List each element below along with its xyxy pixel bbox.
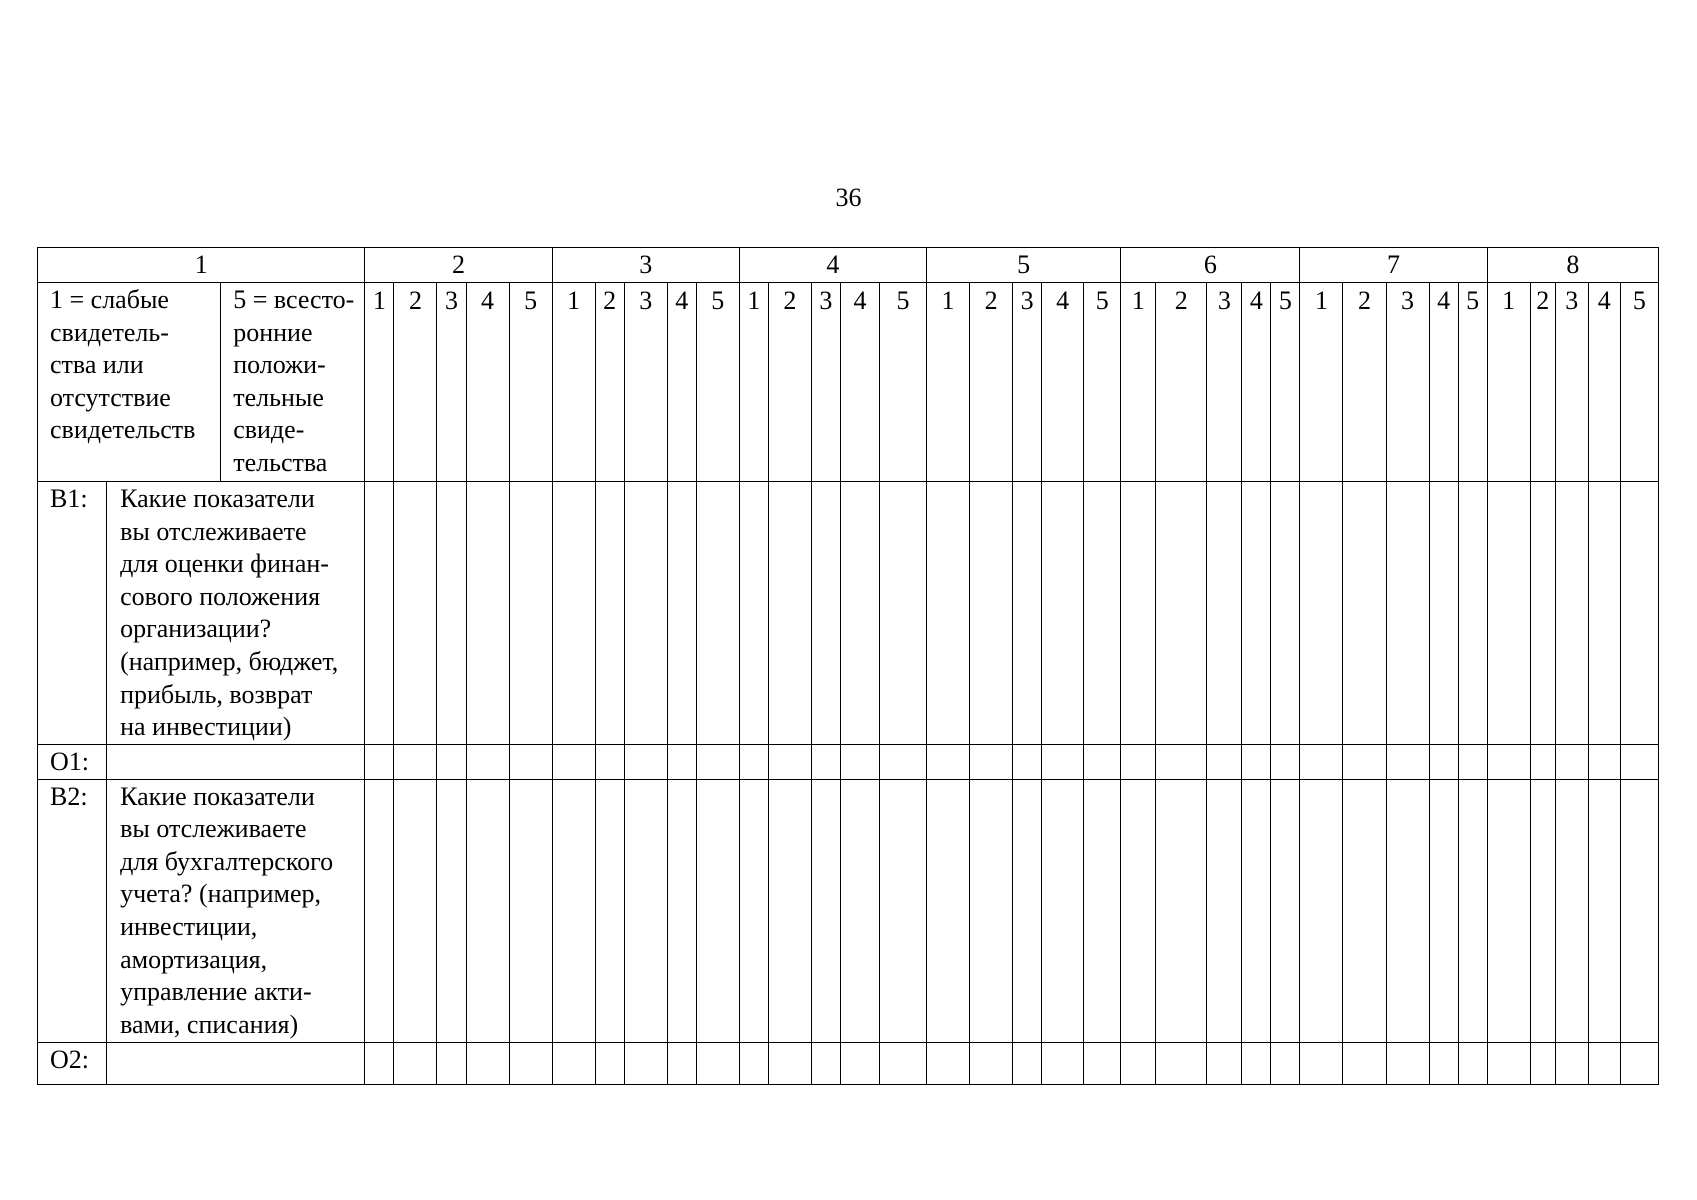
scale-number: 1 <box>739 283 768 482</box>
rating-cell[interactable] <box>1530 779 1555 1042</box>
page-number: 36 <box>835 183 862 212</box>
question-id: В1: <box>38 482 107 745</box>
rating-cell[interactable] <box>1588 745 1620 780</box>
rating-cell[interactable] <box>696 779 739 1042</box>
rating-cell[interactable] <box>509 745 552 780</box>
scale-row <box>38 283 1659 482</box>
rating-cell[interactable] <box>696 482 739 745</box>
rating-cell[interactable] <box>1042 745 1084 780</box>
rating-cell[interactable] <box>1588 1042 1620 1084</box>
answer-text <box>107 1042 365 1084</box>
scale-number: 2 <box>1156 283 1207 482</box>
group-header-row <box>38 248 1659 283</box>
scale-number: 1 <box>1121 283 1156 482</box>
rating-cell[interactable] <box>696 1042 739 1084</box>
scale-number: 4 <box>466 283 509 482</box>
rating-cell[interactable] <box>1588 779 1620 1042</box>
rating-cell[interactable] <box>879 482 926 745</box>
rating-cell[interactable] <box>1429 1042 1458 1084</box>
rating-cell[interactable] <box>840 745 879 780</box>
rating-cell[interactable] <box>552 1042 595 1084</box>
rating-cell[interactable] <box>552 745 595 780</box>
rating-cell[interactable] <box>1242 1042 1271 1084</box>
rating-cell[interactable] <box>1343 1042 1386 1084</box>
rating-cell[interactable] <box>1386 745 1429 780</box>
rating-cell[interactable] <box>970 779 1013 1042</box>
scale-number: 1 <box>1487 283 1530 482</box>
rating-cell[interactable] <box>437 1042 466 1084</box>
rating-cell[interactable] <box>811 482 840 745</box>
scale-number: 3 <box>1386 283 1429 482</box>
rating-cell[interactable] <box>739 745 768 780</box>
group-header: 4 <box>739 248 926 283</box>
rating-cell[interactable] <box>1042 482 1084 745</box>
rating-cell[interactable] <box>667 482 696 745</box>
rating-cell[interactable] <box>1271 779 1300 1042</box>
rating-cell[interactable] <box>1620 745 1658 780</box>
rating-cell[interactable] <box>1343 745 1386 780</box>
scale-number: 2 <box>595 283 624 482</box>
rating-cell[interactable] <box>768 1042 811 1084</box>
scale-number: 1 <box>365 283 394 482</box>
rating-cell[interactable] <box>394 482 437 745</box>
rating-cell[interactable] <box>1458 482 1487 745</box>
rating-cell[interactable] <box>1343 779 1386 1042</box>
answer-id: О1: <box>38 745 107 780</box>
rating-cell[interactable] <box>1271 1042 1300 1084</box>
rating-cell[interactable] <box>624 482 667 745</box>
question-text: Какие показатели вы отслеживаете для оценки финан- сового положения организации? (например, бюджет, прибыль, возврат на инвестиции) <box>107 482 365 745</box>
rating-cell[interactable] <box>1271 482 1300 745</box>
rating-cell[interactable] <box>1620 482 1658 745</box>
rating-cell[interactable] <box>1555 1042 1588 1084</box>
rating-cell[interactable] <box>1121 745 1156 780</box>
scale-low-label: 1 = слабые свидетель- ства или отсутствие свидетельств <box>38 283 221 482</box>
rating-cell[interactable] <box>1458 1042 1487 1084</box>
rating-cell[interactable] <box>1458 779 1487 1042</box>
scale-number: 1 <box>552 283 595 482</box>
scale-number: 5 <box>509 283 552 482</box>
scale-number: 2 <box>768 283 811 482</box>
rating-cell[interactable] <box>394 779 437 1042</box>
scale-number: 4 <box>840 283 879 482</box>
group-header: 3 <box>552 248 739 283</box>
question-text: Какие показатели вы отслеживаете для бухгалтерского учета? (например, инвестиции, амортизация, управление акти- вами, списания) <box>107 779 365 1042</box>
rating-cell[interactable] <box>1555 482 1588 745</box>
rating-cell[interactable] <box>1530 745 1555 780</box>
rating-cell[interactable] <box>1300 745 1343 780</box>
rating-cell[interactable] <box>1300 779 1343 1042</box>
rating-cell[interactable] <box>768 779 811 1042</box>
scale-number: 5 <box>696 283 739 482</box>
rating-cell[interactable] <box>927 1042 970 1084</box>
rating-cell[interactable] <box>437 779 466 1042</box>
rating-cell[interactable] <box>739 482 768 745</box>
rating-cell[interactable] <box>1555 745 1588 780</box>
rating-cell[interactable] <box>1300 1042 1343 1084</box>
rating-cell[interactable] <box>1156 779 1207 1042</box>
rating-cell[interactable] <box>811 1042 840 1084</box>
rating-cell[interactable] <box>1207 1042 1242 1084</box>
rating-cell[interactable] <box>1487 1042 1530 1084</box>
rating-cell[interactable] <box>624 1042 667 1084</box>
rating-cell[interactable] <box>1429 779 1458 1042</box>
rating-cell[interactable] <box>1084 779 1121 1042</box>
rating-cell[interactable] <box>811 745 840 780</box>
group-header: 2 <box>365 248 552 283</box>
rating-cell[interactable] <box>1300 482 1343 745</box>
scale-number: 2 <box>1530 283 1555 482</box>
rating-cell[interactable] <box>365 779 394 1042</box>
rating-cell[interactable] <box>970 1042 1013 1084</box>
scale-high-label: 5 = всесто- ронние положи- тельные свиде- тельства <box>221 283 365 482</box>
scale-number: 5 <box>1084 283 1121 482</box>
scale-number: 4 <box>1042 283 1084 482</box>
scale-number: 2 <box>394 283 437 482</box>
rating-cell[interactable] <box>466 779 509 1042</box>
rating-cell[interactable] <box>624 745 667 780</box>
rating-cell[interactable] <box>879 745 926 780</box>
rating-cell[interactable] <box>1013 482 1042 745</box>
rating-cell[interactable] <box>595 1042 624 1084</box>
scale-number: 4 <box>667 283 696 482</box>
rating-cell[interactable] <box>840 482 879 745</box>
answer-id: О2: <box>38 1042 107 1084</box>
rating-cell[interactable] <box>466 745 509 780</box>
rating-cell[interactable] <box>509 779 552 1042</box>
rating-cell[interactable] <box>1013 779 1042 1042</box>
question-id: В2: <box>38 779 107 1042</box>
rating-cell[interactable] <box>1530 1042 1555 1084</box>
rating-cell[interactable] <box>509 1042 552 1084</box>
scale-number: 3 <box>1555 283 1588 482</box>
rating-cell[interactable] <box>365 745 394 780</box>
scale-number: 2 <box>970 283 1013 482</box>
rating-cell[interactable] <box>1555 779 1588 1042</box>
rating-cell[interactable] <box>840 779 879 1042</box>
rating-cell[interactable] <box>1386 779 1429 1042</box>
rating-cell[interactable] <box>1487 745 1530 780</box>
rating-cell[interactable] <box>1207 482 1242 745</box>
scale-number: 3 <box>624 283 667 482</box>
answer-row <box>38 745 1659 780</box>
scale-number: 3 <box>811 283 840 482</box>
rating-cell[interactable] <box>1013 745 1042 780</box>
rating-cell[interactable] <box>1588 482 1620 745</box>
rating-cell[interactable] <box>970 745 1013 780</box>
rating-cell[interactable] <box>970 482 1013 745</box>
rating-cell[interactable] <box>552 482 595 745</box>
rating-cell[interactable] <box>927 779 970 1042</box>
scale-number: 3 <box>1207 283 1242 482</box>
rating-cell[interactable] <box>1121 779 1156 1042</box>
rating-cell[interactable] <box>394 1042 437 1084</box>
rating-cell[interactable] <box>466 482 509 745</box>
rating-cell[interactable] <box>1084 482 1121 745</box>
scale-number: 1 <box>927 283 970 482</box>
rating-cell[interactable] <box>768 482 811 745</box>
rating-cell[interactable] <box>667 779 696 1042</box>
scale-number: 5 <box>879 283 926 482</box>
scale-number: 4 <box>1429 283 1458 482</box>
rating-cell[interactable] <box>1042 1042 1084 1084</box>
rating-cell[interactable] <box>1207 779 1242 1042</box>
rating-cell[interactable] <box>1271 745 1300 780</box>
rating-cell[interactable] <box>437 482 466 745</box>
rating-cell[interactable] <box>595 779 624 1042</box>
scale-number: 5 <box>1458 283 1487 482</box>
rating-cell[interactable] <box>1121 482 1156 745</box>
answer-row <box>38 1042 1659 1084</box>
rating-cell[interactable] <box>1013 1042 1042 1084</box>
rating-cell[interactable] <box>1207 745 1242 780</box>
rating-cell[interactable] <box>365 482 394 745</box>
rating-cell[interactable] <box>667 1042 696 1084</box>
rating-cell[interactable] <box>1084 1042 1121 1084</box>
rating-cell[interactable] <box>840 1042 879 1084</box>
group-header: 1 <box>38 248 365 283</box>
scale-number: 3 <box>437 283 466 482</box>
rating-cell[interactable] <box>1343 482 1386 745</box>
scale-number: 4 <box>1588 283 1620 482</box>
rating-cell[interactable] <box>1242 779 1271 1042</box>
rating-cell[interactable] <box>1242 482 1271 745</box>
rating-cell[interactable] <box>1458 745 1487 780</box>
assessment-table <box>37 247 1659 1085</box>
answer-text <box>107 745 365 780</box>
rating-cell[interactable] <box>365 1042 394 1084</box>
rating-cell[interactable] <box>509 482 552 745</box>
rating-cell[interactable] <box>595 745 624 780</box>
scale-number: 5 <box>1271 283 1300 482</box>
rating-cell[interactable] <box>811 779 840 1042</box>
scale-number: 5 <box>1620 283 1658 482</box>
group-header: 7 <box>1300 248 1487 283</box>
rating-cell[interactable] <box>1530 482 1555 745</box>
rating-cell[interactable] <box>552 779 595 1042</box>
scale-number: 3 <box>1013 283 1042 482</box>
rating-cell[interactable] <box>1084 745 1121 780</box>
rating-cell[interactable] <box>927 745 970 780</box>
rating-cell[interactable] <box>1121 1042 1156 1084</box>
rating-cell[interactable] <box>1487 779 1530 1042</box>
group-header: 6 <box>1121 248 1300 283</box>
rating-cell[interactable] <box>1386 482 1429 745</box>
question-row <box>38 482 1659 745</box>
rating-cell[interactable] <box>739 1042 768 1084</box>
rating-cell[interactable] <box>739 779 768 1042</box>
rating-cell[interactable] <box>1487 482 1530 745</box>
rating-cell[interactable] <box>1620 779 1658 1042</box>
rating-cell[interactable] <box>879 779 926 1042</box>
rating-cell[interactable] <box>1429 745 1458 780</box>
rating-cell[interactable] <box>1156 482 1207 745</box>
rating-cell[interactable] <box>1429 482 1458 745</box>
rating-cell[interactable] <box>927 482 970 745</box>
rating-cell[interactable] <box>1156 745 1207 780</box>
rating-cell[interactable] <box>667 745 696 780</box>
scale-number: 4 <box>1242 283 1271 482</box>
scale-number: 2 <box>1343 283 1386 482</box>
rating-cell[interactable] <box>879 1042 926 1084</box>
rating-cell[interactable] <box>1042 779 1084 1042</box>
rating-cell[interactable] <box>595 482 624 745</box>
group-header: 8 <box>1487 248 1658 283</box>
question-row <box>38 779 1659 1042</box>
rating-cell[interactable] <box>696 745 739 780</box>
scale-number: 1 <box>1300 283 1343 482</box>
group-header: 5 <box>927 248 1121 283</box>
rating-cell[interactable] <box>624 779 667 1042</box>
rating-cell[interactable] <box>1156 1042 1207 1084</box>
rating-cell[interactable] <box>466 1042 509 1084</box>
rating-cell[interactable] <box>394 745 437 780</box>
rating-cell[interactable] <box>1242 745 1271 780</box>
rating-cell[interactable] <box>768 745 811 780</box>
rating-cell[interactable] <box>1386 1042 1429 1084</box>
rating-cell[interactable] <box>1620 1042 1658 1084</box>
rating-cell[interactable] <box>437 745 466 780</box>
